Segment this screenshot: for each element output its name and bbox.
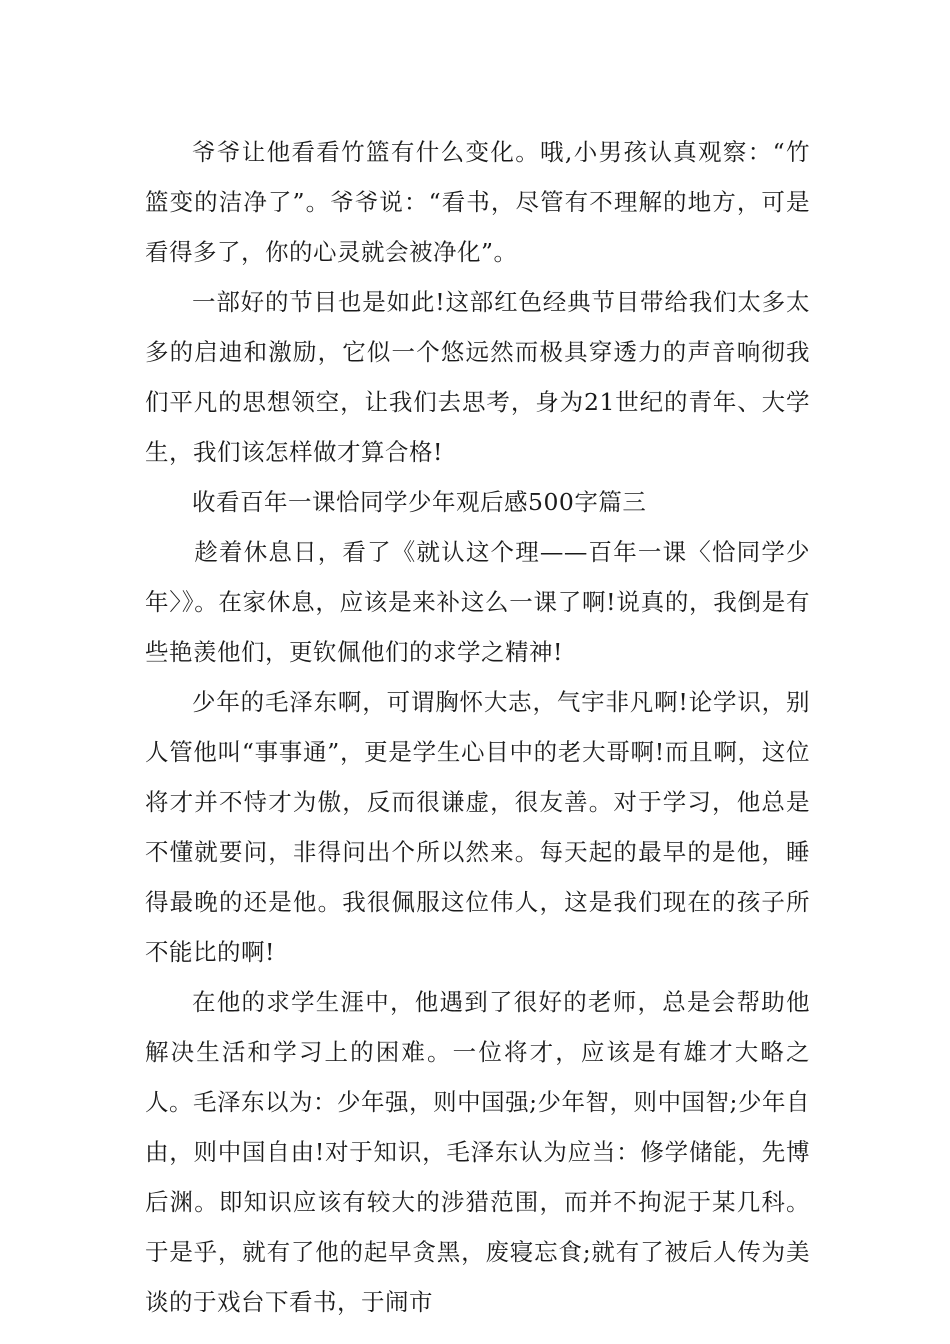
document-body	[145, 127, 810, 1327]
paragraph-young-mao: 少年的毛泽东啊，可谓胸怀大志，气宇非凡啊!论学识，别人管他叫“事事通”，更是学生心目中的老大哥啊!而且啊，这位将才并不恃才为傲，反而很谦虚，很友善。对于学习，他总是不懂就要问，非得问出个所以然来。每天起的最早的是他，睡得最晚的还是他。我很佩服这位伟人，这是我们现在的孩子所不能比的啊!	[145, 688, 810, 966]
paragraph-bamboo-basket: 爷爷让他看看竹篮有什么变化。哦,小男孩认真观察：“竹篮变的洁净了”。爷爷说：“看书，尽管有不理解的地方，可是看得多了，你的心灵就会被净化”。	[145, 138, 810, 266]
section-heading: 收看百年一课恰同学少年观后感500字篇三	[192, 488, 647, 516]
paragraph-red-classic-program: 一部好的节目也是如此!这部红色经典节目带给我们太多太多的启迪和激励，它似一个悠远然而极具穿透力的声音响彻我们平凡的思想领空，让我们去思考，身为21世纪的青年、大学生，我们该怎样做才算合格!	[145, 288, 810, 466]
paragraph-study-career: 在他的求学生涯中，他遇到了很好的老师，总是会帮助他解决生活和学习上的困难。一位将才，应该是有雄才大略之人。毛泽东以为：少年强，则中国强;少年智，则中国智;少年自由，则中国自由!对于知识，毛泽东认为应当：修学储能，先博后渊。即知识应该有较大的涉猎范围，而并不拘泥于某几科。于是乎，就有了他的起早贪黑，废寝忘食;就有了被后人传为美谈的于戏台下看书，于闹市	[145, 988, 810, 1316]
paragraph-rest-day: 趁着休息日，看了《就认这个理——百年一课〈恰同学少年〉》。在家休息，应该是来补这么一课了啊!说真的，我倒是有些艳羡他们，更钦佩他们的求学之精神!	[145, 538, 810, 666]
